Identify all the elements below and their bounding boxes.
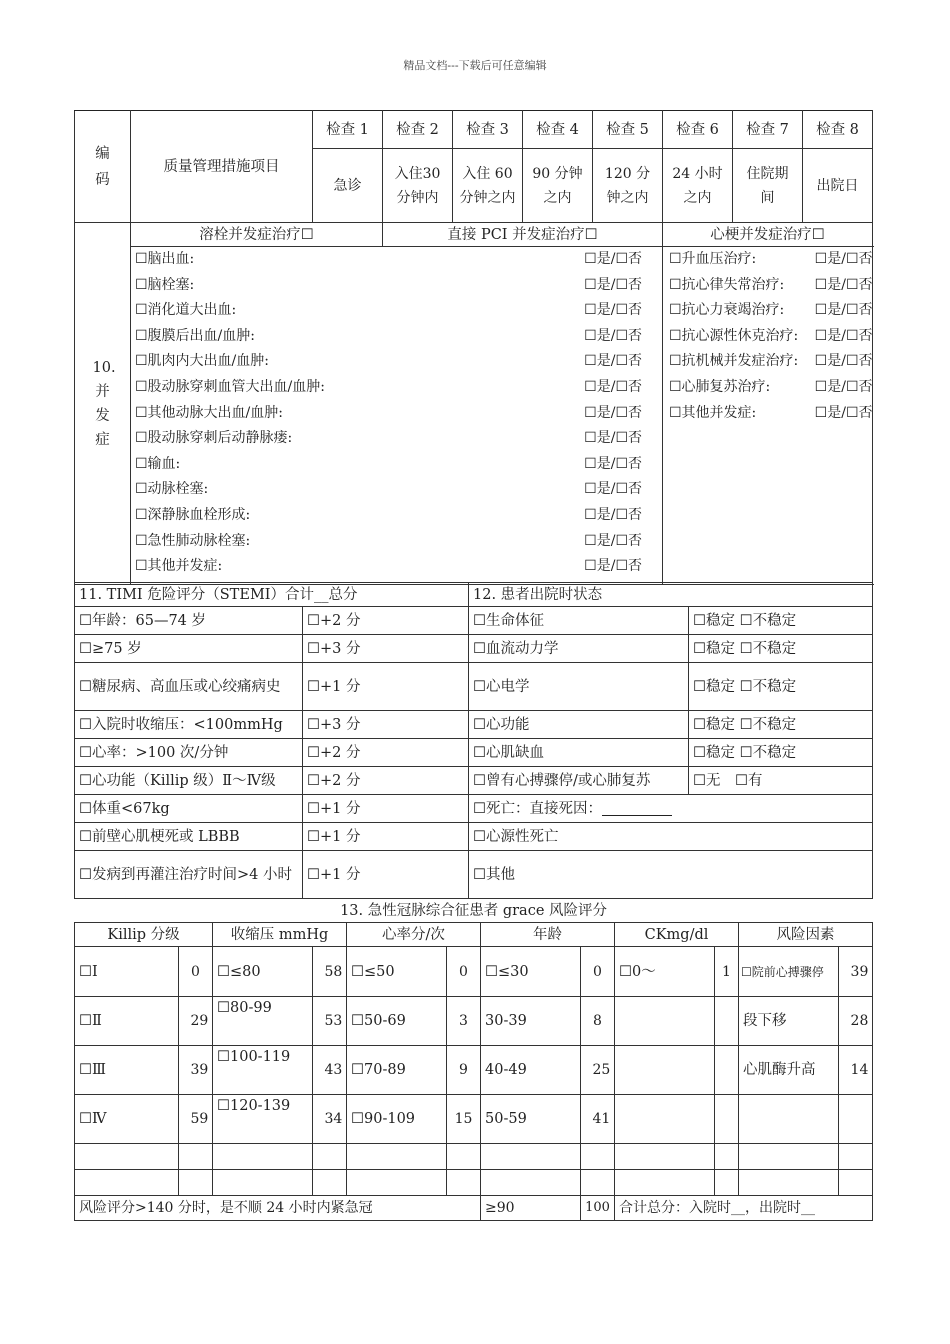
discharge-item: ☐心电学 (469, 663, 689, 711)
list-item: ☐动脉栓塞: ☐是/☐否 (135, 481, 642, 498)
list-item: ☐消化道大出血: ☐是/☐否 (135, 302, 642, 319)
timi-criterion: ☐年龄：65—74 岁 (75, 607, 303, 635)
grace-pts: 58 (313, 947, 347, 997)
tab-pci: 直接 PCI 并发症治疗☐ (383, 223, 663, 247)
check-1: 检查 1 (313, 111, 383, 149)
grace-score-table (74, 898, 873, 1221)
phase-60min: 入住 60 分钟之内 (453, 149, 523, 223)
col-hr: 心率分/次 (347, 923, 481, 947)
check-7: 检查 7 (733, 111, 803, 149)
grace-cell (347, 1144, 447, 1170)
page-header: 精品文档---下载后可任意编辑 (403, 59, 547, 72)
item-label: 质量管理措施项目 (131, 111, 313, 223)
grace-cell: 段下移 (739, 997, 839, 1046)
discharge-status: ☐稳定 ☐不稳定 (689, 711, 873, 739)
discharge-item: ☐心功能 (469, 711, 689, 739)
timi-criterion: ☐前壁心肌梗死或 LBBB (75, 823, 303, 851)
col-ck: CKmg/dl (615, 923, 739, 947)
grace-pts (715, 1046, 739, 1095)
list-item: ☐其他并发症: ☐是/☐否 (669, 404, 873, 421)
discharge-item: ☐心肌缺血 (469, 739, 689, 767)
grace-pts: 0 (581, 947, 615, 997)
col-age: 年龄 (481, 923, 615, 947)
grace-cell: ☐I (75, 947, 179, 997)
grace-pts: 3 (447, 997, 481, 1046)
tab-thrombolysis: 溶栓并发症治疗☐ (131, 223, 383, 247)
complication-list-left (131, 247, 663, 585)
grace-cell (615, 1095, 715, 1144)
timi-criterion: ☐糖尿病、高血压或心绞痛病史 (75, 663, 303, 711)
phase-24h: 24 小时之内 (663, 149, 733, 223)
grace-pts: 0 (447, 947, 481, 997)
grace-pts: 43 (313, 1046, 347, 1095)
discharge-item: ☐生命体征 (469, 607, 689, 635)
discharge-item: ☐心源性死亡 (469, 823, 873, 851)
grace-total: 合计总分：入院时__，出院时__ (615, 1196, 873, 1221)
grace-cell (481, 1144, 581, 1170)
grace-pts (313, 1144, 347, 1170)
grace-pts (715, 997, 739, 1046)
grace-cell: ☐≤80 (213, 947, 313, 997)
list-item: ☐抗心律失常治疗: ☐是/☐否 (669, 276, 873, 293)
timi-criterion: ☐心功能（Killip 级）Ⅱ～Ⅳ级 (75, 767, 303, 795)
list-item: ☐抗心力衰竭治疗: ☐是/☐否 (669, 302, 873, 319)
discharge-item: ☐曾有心搏骤停/或心肺复苏 (469, 767, 689, 795)
phase-90min: 90 分钟之内 (523, 149, 593, 223)
grace-pts: 14 (839, 1046, 873, 1095)
grace-cell (739, 1144, 839, 1170)
grace-pts: 39 (179, 1046, 213, 1095)
grace-cell (615, 1046, 715, 1095)
timi-points: ☐+1 分 (303, 823, 469, 851)
grace-cell (75, 1170, 179, 1196)
grace-cell (615, 1170, 715, 1196)
discharge-item: ☐死亡：直接死因： (469, 795, 873, 823)
grace-footer-note: 风险评分>140 分时，是不顺 24 小时内紧急冠 (75, 1196, 481, 1221)
timi-points: ☐+2 分 (303, 739, 469, 767)
grace-pts (581, 1144, 615, 1170)
grace-pts (715, 1095, 739, 1144)
timi-criterion: ☐发病到再灌注治疗时间>4 小时 (75, 851, 303, 899)
grace-pts: 25 (581, 1046, 615, 1095)
grace-cell: ☐100-119 (213, 1046, 313, 1095)
grace-cell: ☐50-69 (347, 997, 447, 1046)
phase-inpatient: 住院期间 (733, 149, 803, 223)
list-item: ☐其他动脉大出血/血肿: ☐是/☐否 (135, 404, 642, 421)
cause-of-death-field[interactable] (602, 801, 672, 816)
grace-pts (715, 1144, 739, 1170)
check-4: 检查 4 (523, 111, 593, 149)
check-2: 检查 2 (383, 111, 453, 149)
grace-cell (481, 1170, 581, 1196)
timi-points: ☐+2 分 (303, 607, 469, 635)
grace-pts: 34 (313, 1095, 347, 1144)
list-item: ☐其他并发症: ☐是/☐否 (135, 558, 642, 575)
phase-30min: 入住30分钟内 (383, 149, 453, 223)
check-6: 检查 6 (663, 111, 733, 149)
complication-list-right (663, 247, 873, 585)
grace-pts: 29 (179, 997, 213, 1046)
grace-pts: 28 (839, 997, 873, 1046)
timi-points: ☐+3 分 (303, 711, 469, 739)
grace-cell (615, 997, 715, 1046)
list-item: ☐腹膜后出血/血肿: ☐是/☐否 (135, 327, 642, 344)
grace-cell: 心肌酶升高 (739, 1046, 839, 1095)
grace-cell: 50-59 (481, 1095, 581, 1144)
grace-pts (447, 1170, 481, 1196)
discharge-item: ☐血流动力学 (469, 635, 689, 663)
check-8: 检查 8 (803, 111, 873, 149)
col-sbp: 收缩压 mmHg (213, 923, 347, 947)
discharge-status: ☐稳定 ☐不稳定 (689, 635, 873, 663)
grace-cell: 30-39 (481, 997, 581, 1046)
discharge-status: ☐稳定 ☐不稳定 (689, 607, 873, 635)
section-10-label: 10.并发症 (75, 223, 131, 585)
grace-footer-pts: 100 (581, 1196, 615, 1221)
code-label: 编码 (75, 111, 131, 223)
timi-criterion: ☐入院时收缩压：<100mmHg (75, 711, 303, 739)
grace-pts (581, 1170, 615, 1196)
list-item: ☐股动脉穿刺血管大出血/血肿: ☐是/☐否 (135, 378, 642, 395)
grace-cell: ☐Ⅲ (75, 1046, 179, 1095)
grace-cell (739, 1170, 839, 1196)
grace-pts (715, 1170, 739, 1196)
grace-cell: ☐80-99 (213, 997, 313, 1046)
timi-points: ☐+1 分 (303, 851, 469, 899)
grace-cell (739, 1095, 839, 1144)
grace-cell: ☐70-89 (347, 1046, 447, 1095)
grace-footer-age: ≥90 (481, 1196, 581, 1221)
list-item: ☐心肺复苏治疗: ☐是/☐否 (669, 378, 873, 395)
grace-pts: 53 (313, 997, 347, 1046)
timi-points: ☐+2 分 (303, 767, 469, 795)
timi-criterion: ☐心率：>100 次/分钟 (75, 739, 303, 767)
col-risk: 风险因素 (739, 923, 873, 947)
phase-120min: 120 分钟之内 (593, 149, 663, 223)
discharge-status: ☐稳定 ☐不稳定 (689, 739, 873, 767)
list-item: ☐抗机械并发症治疗: ☐是/☐否 (669, 353, 873, 370)
check-3: 检查 3 (453, 111, 523, 149)
timi-criterion: ☐≥75 岁 (75, 635, 303, 663)
list-item: ☐升血压治疗: ☐是/☐否 (669, 251, 873, 267)
grace-cell: ☐120-139 (213, 1095, 313, 1144)
grace-pts (447, 1144, 481, 1170)
grace-pts (179, 1170, 213, 1196)
grace-pts: 59 (179, 1095, 213, 1144)
phase-er: 急诊 (313, 149, 383, 223)
list-item: ☐抗心源性休克治疗: ☐是/☐否 (669, 327, 873, 344)
list-item: ☐股动脉穿刺后动静脉瘘: ☐是/☐否 (135, 430, 642, 447)
grace-cell (213, 1144, 313, 1170)
grace-cell (75, 1144, 179, 1170)
discharge-status: ☐无 ☐有 (689, 767, 873, 795)
grace-pts (839, 1170, 873, 1196)
grace-cell (347, 1170, 447, 1196)
timi-criterion: ☐体重<67kg (75, 795, 303, 823)
grace-cell: 40-49 (481, 1046, 581, 1095)
grace-pts (839, 1095, 873, 1144)
quality-measures-table (74, 110, 873, 585)
list-item: ☐急性肺动脉栓塞: ☐是/☐否 (135, 532, 642, 549)
timi-points: ☐+1 分 (303, 795, 469, 823)
list-item: ☐脑栓塞: ☐是/☐否 (135, 276, 642, 293)
grace-pts: 39 (839, 947, 873, 997)
timi-discharge-table (74, 582, 873, 899)
list-item: ☐脑出血: ☐是/☐否 (135, 251, 642, 267)
grace-pts: 15 (447, 1095, 481, 1144)
list-item: ☐深静脉血栓形成: ☐是/☐否 (135, 506, 642, 523)
timi-title: 11. TIMI 危险评分（STEMI）合计__总分 (75, 583, 469, 607)
discharge-item: ☐其他 (469, 851, 873, 899)
grace-pts (839, 1144, 873, 1170)
discharge-status: ☐稳定 ☐不稳定 (689, 663, 873, 711)
timi-points: ☐+1 分 (303, 663, 469, 711)
phase-discharge: 出院日 (803, 149, 873, 223)
grace-cell: ☐院前心搏骤停 (739, 947, 839, 997)
tab-mi: 心梗并发症治疗☐ (663, 223, 873, 247)
grace-pts (313, 1170, 347, 1196)
timi-points: ☐+3 分 (303, 635, 469, 663)
grace-pts: 8 (581, 997, 615, 1046)
discharge-title: 12. 患者出院时状态 (469, 583, 873, 607)
grace-cell (615, 1144, 715, 1170)
grace-pts: 9 (447, 1046, 481, 1095)
list-item: ☐肌肉内大出血/血肿: ☐是/☐否 (135, 353, 642, 370)
grace-cell: ☐≤30 (481, 947, 581, 997)
col-killip: Killip 分级 (75, 923, 213, 947)
grace-cell: ☐≤50 (347, 947, 447, 997)
check-5: 检查 5 (593, 111, 663, 149)
grace-cell (213, 1170, 313, 1196)
grace-pts: 41 (581, 1095, 615, 1144)
grace-pts: 0 (179, 947, 213, 997)
grace-pts: 1 (715, 947, 739, 997)
grace-cell: ☐0～ (615, 947, 715, 997)
list-item: ☐输血: ☐是/☐否 (135, 455, 642, 472)
grace-cell: ☐Ⅳ (75, 1095, 179, 1144)
grace-cell: ☐90-109 (347, 1095, 447, 1144)
grace-pts (179, 1144, 213, 1170)
grace-cell: ☐Ⅱ (75, 997, 179, 1046)
grace-title: 13. 急性冠脉综合征患者 grace 风险评分 (75, 899, 873, 923)
